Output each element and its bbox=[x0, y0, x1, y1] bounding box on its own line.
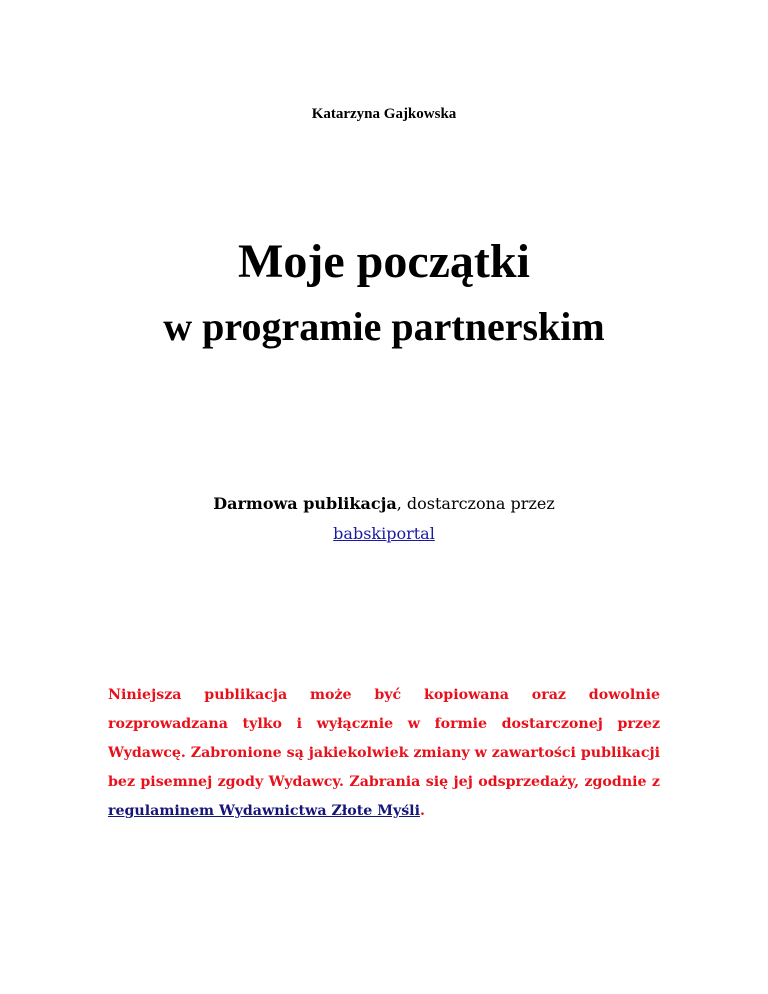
notice-text: Niniejsza publikacja może być kopiowana oraz dowolnie rozprowadzana tylko i wyłącznie w formie dostarczonej przez Wydawcę. Zabronione są jakiekolwiek zmiany w zawartości publikacji bez pisemnej zgody Wydawcy. Zabrania się jej odsprzedaży, zgodnie z bbox=[108, 687, 660, 790]
babskiportal-link[interactable]: babskiportal bbox=[333, 524, 435, 543]
free-publication-label: Darmowa publikacja bbox=[213, 494, 397, 513]
publication-info bbox=[0, 494, 768, 513]
notice-end: . bbox=[419, 803, 425, 819]
publisher-link-line bbox=[0, 524, 768, 543]
book-subtitle: w programie partnerskim bbox=[163, 304, 605, 349]
book-title: Moje początki bbox=[238, 235, 530, 288]
copyright-notice bbox=[108, 681, 660, 826]
author-name: Katarzyna Gajkowska bbox=[311, 106, 457, 122]
provided-by-text: , dostarczona przez bbox=[396, 494, 555, 513]
regulations-link[interactable]: regulaminem Wydawnictwa Złote Myśli bbox=[108, 803, 420, 819]
